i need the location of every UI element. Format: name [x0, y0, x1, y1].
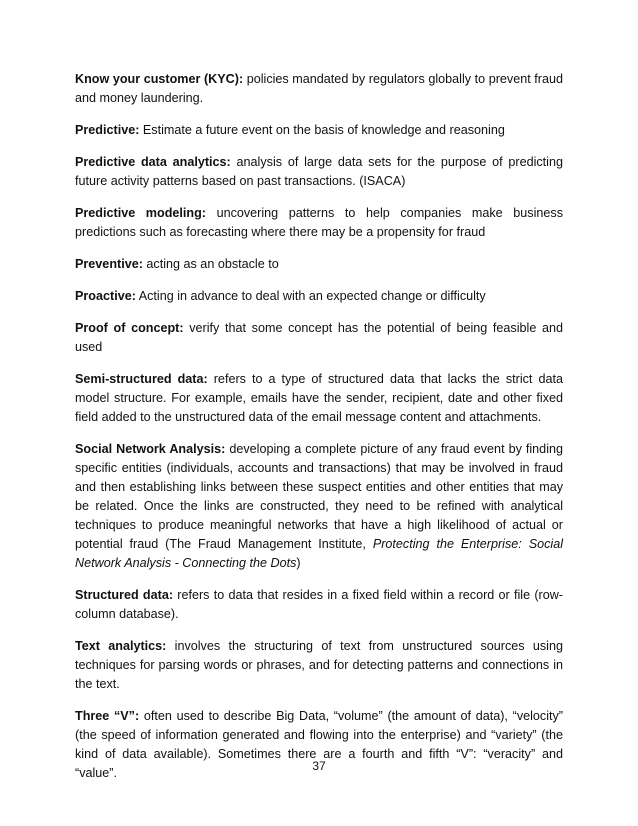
entry-kyc: [75, 70, 563, 108]
entry-term: Three “V”:: [75, 709, 140, 723]
entry-term: Structured data:: [75, 588, 174, 602]
entry-predictive-modeling: [75, 204, 563, 242]
entry-proof-of-concept: [75, 319, 563, 357]
entry-definition: analysis of large data sets for the purpose of predicting future activity patterns based on past transactions. (ISACA): [75, 155, 563, 188]
page-number: 37: [312, 759, 326, 773]
entry-semi-structured-data: [75, 370, 563, 427]
entry-social-network-analysis: [75, 440, 563, 573]
entry-text-analytics: [75, 637, 563, 694]
entry-structured-data: [75, 586, 563, 624]
entry-predictive-data-analytics: [75, 153, 563, 191]
entry-definition: Acting in advance to deal with an expected change or difficulty: [135, 289, 486, 303]
entry-preventive: [75, 255, 563, 274]
entry-definition: developing a complete picture of any fraud event by finding specific entities (individuals, accounts and transactions) that may be involved in fraud and then establishing links between these suspect entities and other entities that may be related. Once the links are constructed, they need to be refined with analytical techniques to produce meaningful networks that have a high likelihood of actual or potential fraud (The Fraud Management Institute,: [75, 442, 563, 551]
citation-title: Protecting the Enterprise: Social Network Analysis - Connecting the Dots: [75, 537, 564, 570]
entry-term: Proof of concept:: [75, 321, 184, 335]
entry-term: Text analytics:: [75, 639, 167, 653]
entry-definition: involves the structuring of text from unstructured sources using techniques for parsing words or phrases, and for detecting patterns and connections in the text.: [75, 639, 563, 691]
entry-term: Semi-structured data:: [75, 372, 208, 386]
entry-term: Social Network Analysis:: [75, 442, 226, 456]
entry-term: Proactive:: [75, 289, 136, 303]
entry-definition: policies mandated by regulators globally to prevent fraud and money laundering.: [75, 72, 563, 105]
glossary-page: [75, 70, 563, 796]
entry-definition: uncovering patterns to help companies make business predictions such as forecasting where there may be a propensity for fraud: [75, 206, 563, 239]
citation-close: ): [296, 556, 301, 570]
entry-term: Know your customer (KYC):: [75, 72, 244, 86]
entry-proactive: [75, 287, 563, 306]
entry-definition: often used to describe Big Data, “volume” (the amount of data), “velocity” (the speed of information generated and flowing into the enterprise) and “variety” (the kind of data available). Sometimes there are a fourth and fifth “V”: “veracity” and “value”.: [75, 709, 564, 780]
entry-definition: refers to data that resides in a fixed field within a record or file (row-column database).: [75, 588, 564, 621]
entry-term: Predictive data analytics:: [75, 155, 231, 169]
entry-term: Preventive:: [75, 257, 143, 271]
entry-predictive: [75, 121, 563, 140]
entry-definition: refers to a type of structured data that lacks the strict data model structure. For example, emails have the sender, recipient, date and other fixed field added to the unstructured data of the email message content and attachments.: [75, 372, 563, 424]
entry-definition: acting as an obstacle to: [142, 257, 279, 271]
entry-term: Predictive modeling:: [75, 206, 206, 220]
entry-definition: verify that some concept has the potential of being feasible and used: [75, 321, 564, 354]
entry-definition: Estimate a future event on the basis of knowledge and reasoning: [139, 123, 505, 137]
entry-term: Predictive:: [75, 123, 140, 137]
